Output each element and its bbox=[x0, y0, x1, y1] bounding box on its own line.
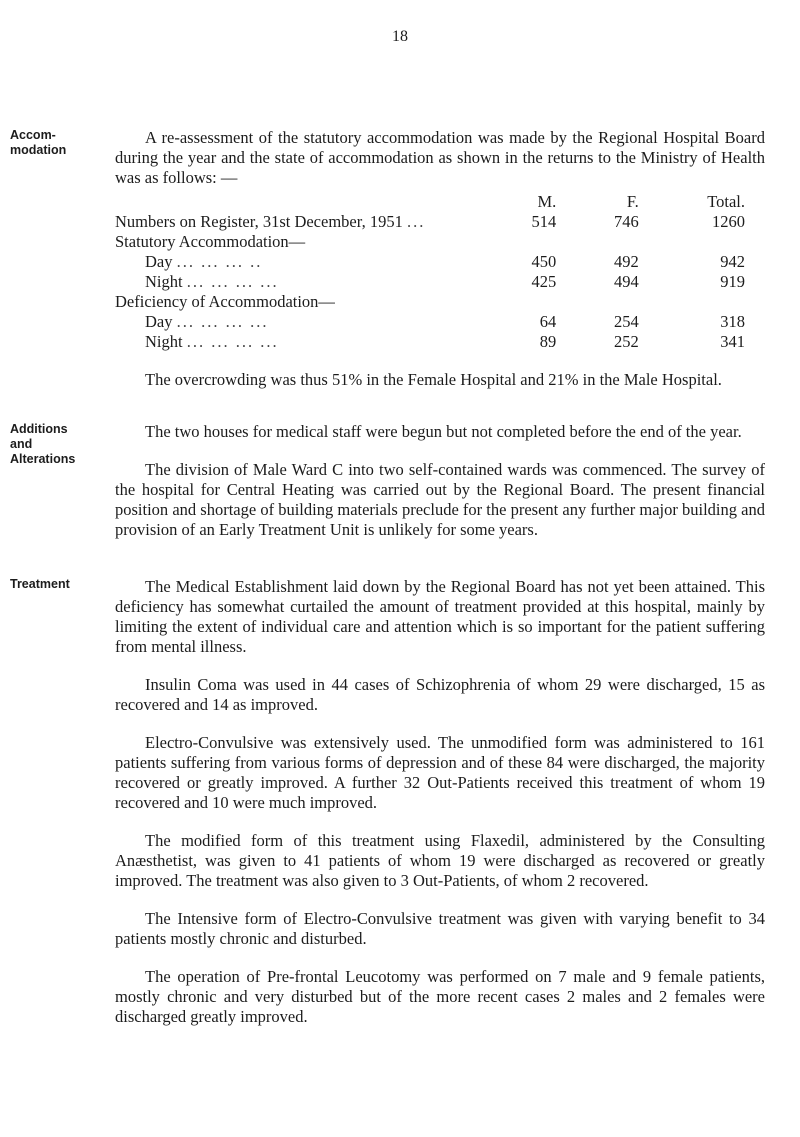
cell-total: 942 bbox=[720, 252, 745, 271]
overcrowding-paragraph: The overcrowding was thus 51% in the Female Hospital and 21% in the Male Hospital. bbox=[145, 370, 722, 389]
cell-male: 64 bbox=[539, 312, 557, 331]
row-label: Numbers on Register, 31st December, 1951 bbox=[115, 212, 403, 231]
cell-total: 1260 bbox=[712, 212, 745, 231]
cell-male: 425 bbox=[531, 272, 557, 291]
additions-paragraph-2: The division of Male Ward C into two self-contained wards was commenced. The survey of the hospital for Central Heating was carried out by the Regional Board. The present financial position and shortage of building materials preclude for the present any further major building and provision of an Early Treatment Unit is unlikely for some years. bbox=[115, 460, 765, 539]
table-row bbox=[115, 212, 745, 232]
leader-dots: ... ... ... ... bbox=[186, 332, 279, 351]
row-label: Night bbox=[145, 272, 183, 291]
header-total: Total. bbox=[707, 192, 745, 211]
treatment-paragraph-4: The modified form of this treatment using Flaxedil, administered by the Consulting Anæsthetist, was given to 41 patients of whom 19 were discharged as recovered or greatly improved. The treatment was also given to 3 Out-Patients, of whom 2 recovered. bbox=[115, 831, 765, 890]
cell-male: 514 bbox=[531, 212, 557, 231]
header-male: M. bbox=[537, 192, 557, 211]
overcrowding-section bbox=[115, 370, 765, 408]
leader-dots: ... bbox=[406, 212, 426, 231]
cell-male: 89 bbox=[539, 332, 557, 351]
cell-female: 254 bbox=[614, 312, 639, 331]
margin-note-additions: Additions and Alterations bbox=[10, 422, 76, 466]
treatment-paragraph-1: The Medical Establishment laid down by the Regional Board has not yet been attained. This deficiency has somewhat curtailed the amount of treatment provided at this hospital, mainly by limiting the extent of individual care and attention which is so important for the patient suffering from mental illness. bbox=[115, 577, 765, 656]
cell-female: 492 bbox=[614, 252, 639, 271]
page-number: 18 bbox=[392, 28, 408, 45]
leader-dots: ... ... ... ... bbox=[176, 312, 269, 331]
table-row bbox=[115, 312, 745, 332]
additions-paragraph-1: The two houses for medical staff were begun but not completed before the end of the year. bbox=[145, 422, 742, 441]
row-label: Day bbox=[145, 252, 173, 271]
accommodation-table bbox=[115, 192, 745, 352]
cell-total: 318 bbox=[720, 312, 745, 331]
header-female: F. bbox=[626, 192, 639, 211]
treatment-paragraph-3: Electro-Convulsive was extensively used. The unmodified form was administered to 161 patients suffering from various forms of depression and of these 84 were discharged, the majority recovered or greatly improved. A further 32 Out-Patients received this treatment of whom 19 recovered and 10 were much improved. bbox=[115, 733, 765, 812]
row-label: Day bbox=[145, 312, 173, 331]
leader-dots: ... ... ... .. bbox=[176, 252, 263, 271]
treatment-paragraph-2: Insulin Coma was used in 44 cases of Schizophrenia of whom 29 were discharged, 15 as recovered and 14 as improved. bbox=[115, 675, 765, 714]
section-label: Statutory Accommodation— bbox=[115, 232, 306, 251]
cell-male: 450 bbox=[531, 252, 557, 271]
table-section-row bbox=[115, 232, 745, 252]
section-label: Deficiency of Accommodation— bbox=[115, 292, 335, 311]
margin-note-accommodation: Accom- modation bbox=[10, 128, 67, 157]
treatment-section bbox=[115, 577, 765, 1045]
table-header-row bbox=[115, 192, 745, 212]
cell-female: 746 bbox=[614, 212, 639, 231]
treatment-paragraph-6: The operation of Pre-frontal Leucotomy was performed on 7 male and 9 female patients, mostly chronic and very disturbed but of the more recent cases 2 males and 2 females were discharged greatly improved. bbox=[115, 967, 765, 1026]
table-row bbox=[115, 252, 745, 272]
treatment-paragraph-5: The Intensive form of Electro-Convulsive treatment was given with varying benefit to 34 patients mostly chronic and disturbed. bbox=[115, 909, 765, 948]
cell-total: 919 bbox=[720, 272, 745, 291]
cell-female: 252 bbox=[614, 332, 639, 351]
cell-total: 341 bbox=[720, 332, 745, 351]
table-row bbox=[115, 272, 745, 292]
additions-section bbox=[115, 422, 765, 558]
table-section-row bbox=[115, 292, 745, 312]
cell-female: 494 bbox=[614, 272, 639, 291]
leader-dots: ... ... ... ... bbox=[186, 272, 279, 291]
row-label: Night bbox=[145, 332, 183, 351]
table-row bbox=[115, 332, 745, 352]
intro-paragraph: A re-assessment of the statutory accommodation was made by the Regional Hospital Board during the year and the state of accommodation as shown in the returns to the Ministry of Health was as follows: — bbox=[115, 128, 765, 187]
margin-note-treatment: Treatment bbox=[10, 577, 70, 591]
